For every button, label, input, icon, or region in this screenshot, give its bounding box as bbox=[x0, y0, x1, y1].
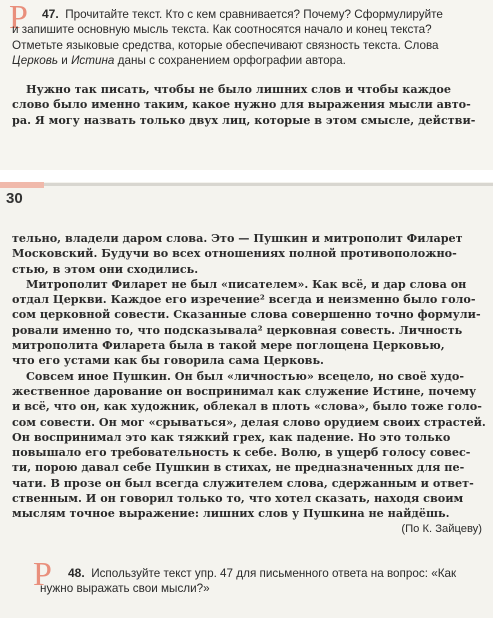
exercise-number: 48. bbox=[68, 566, 85, 580]
text-body: тельно, владели даром слова. Это — Пушкин и митрополит Филарет Московский. Будучи во всех отношениях полной противоположно- стью, в этом они сходились. Митрополит Филарет не был «писателем». Как всё, и дар слова он отдал Церкви. Каждое его изречение² всегда и неизменно было голо- сом церковной совести. Сказанные слова совершенно точно формули- ровали именно то, что подсказывала² церковная совесть. Личность митрополита Филарета была в такой мере поглощена Церковью, что его устами как бы говорила сама Церковь. Совсем иное Пушкин. Он был «личностью» всецело, но своё худо- жественное дарование он воспринимал как служение Истине, почему и всё, что он, как художник, облекал в плоть «слова», было тоже голо- сом совести. Он мог «срываться», делая слово орудием своих страстей. Он воспринимал это как тяжкий грех, как падение. Но это только повышало его требовательность к себе. Волю, в ущерб голосу совес- ти, порою давал себе Пушкин в стихах, не предназначенных для пе- чати. В прозе он был всегда служителем слова, сдержанным и ответ- ственным. И он говорил только то, что хотел сказать, находя своим мыслям точное выражение: лишних слов у Пушкина не найдёшь. (По К. Зайцеву) bbox=[12, 231, 482, 537]
exercise-number: 47. bbox=[42, 7, 59, 21]
workbook-marker-icon: Р bbox=[33, 556, 52, 593]
page-rule bbox=[44, 183, 493, 186]
page-accent-bar bbox=[0, 182, 44, 188]
workbook-marker-icon: Р bbox=[9, 0, 28, 36]
exercise-47-task-cont: и запишите основную мысль текста. Как соотносятся начало и конец текста? Отметьте языковые средства, которые обеспечивают связность текста. Слова Церковь и Истина даны с сохранением орфографии автора. bbox=[12, 23, 439, 67]
text-intro: Нужно так писать, чтобы не было лишних слов и чтобы каждое слово было именно таким, какое нужно для выражения мысли авто- ра. Я могу назвать только двух лиц, которые в этом смысле, действи- bbox=[12, 82, 476, 127]
text-author: (По К. Зайцеву) bbox=[401, 522, 482, 535]
page-number: 30 bbox=[6, 190, 23, 207]
exercise-47-task: 47. Прочитайте текст. Кто с кем сравнивается? Почему? Сформулируйте bbox=[42, 7, 443, 21]
page-gap bbox=[0, 170, 493, 182]
exercise-48-task-cont: нужно выражать свои мысли?» bbox=[40, 582, 210, 595]
exercise-48-task: 48. Используйте текст упр. 47 для письменного ответа на вопрос: «Как bbox=[68, 566, 457, 580]
